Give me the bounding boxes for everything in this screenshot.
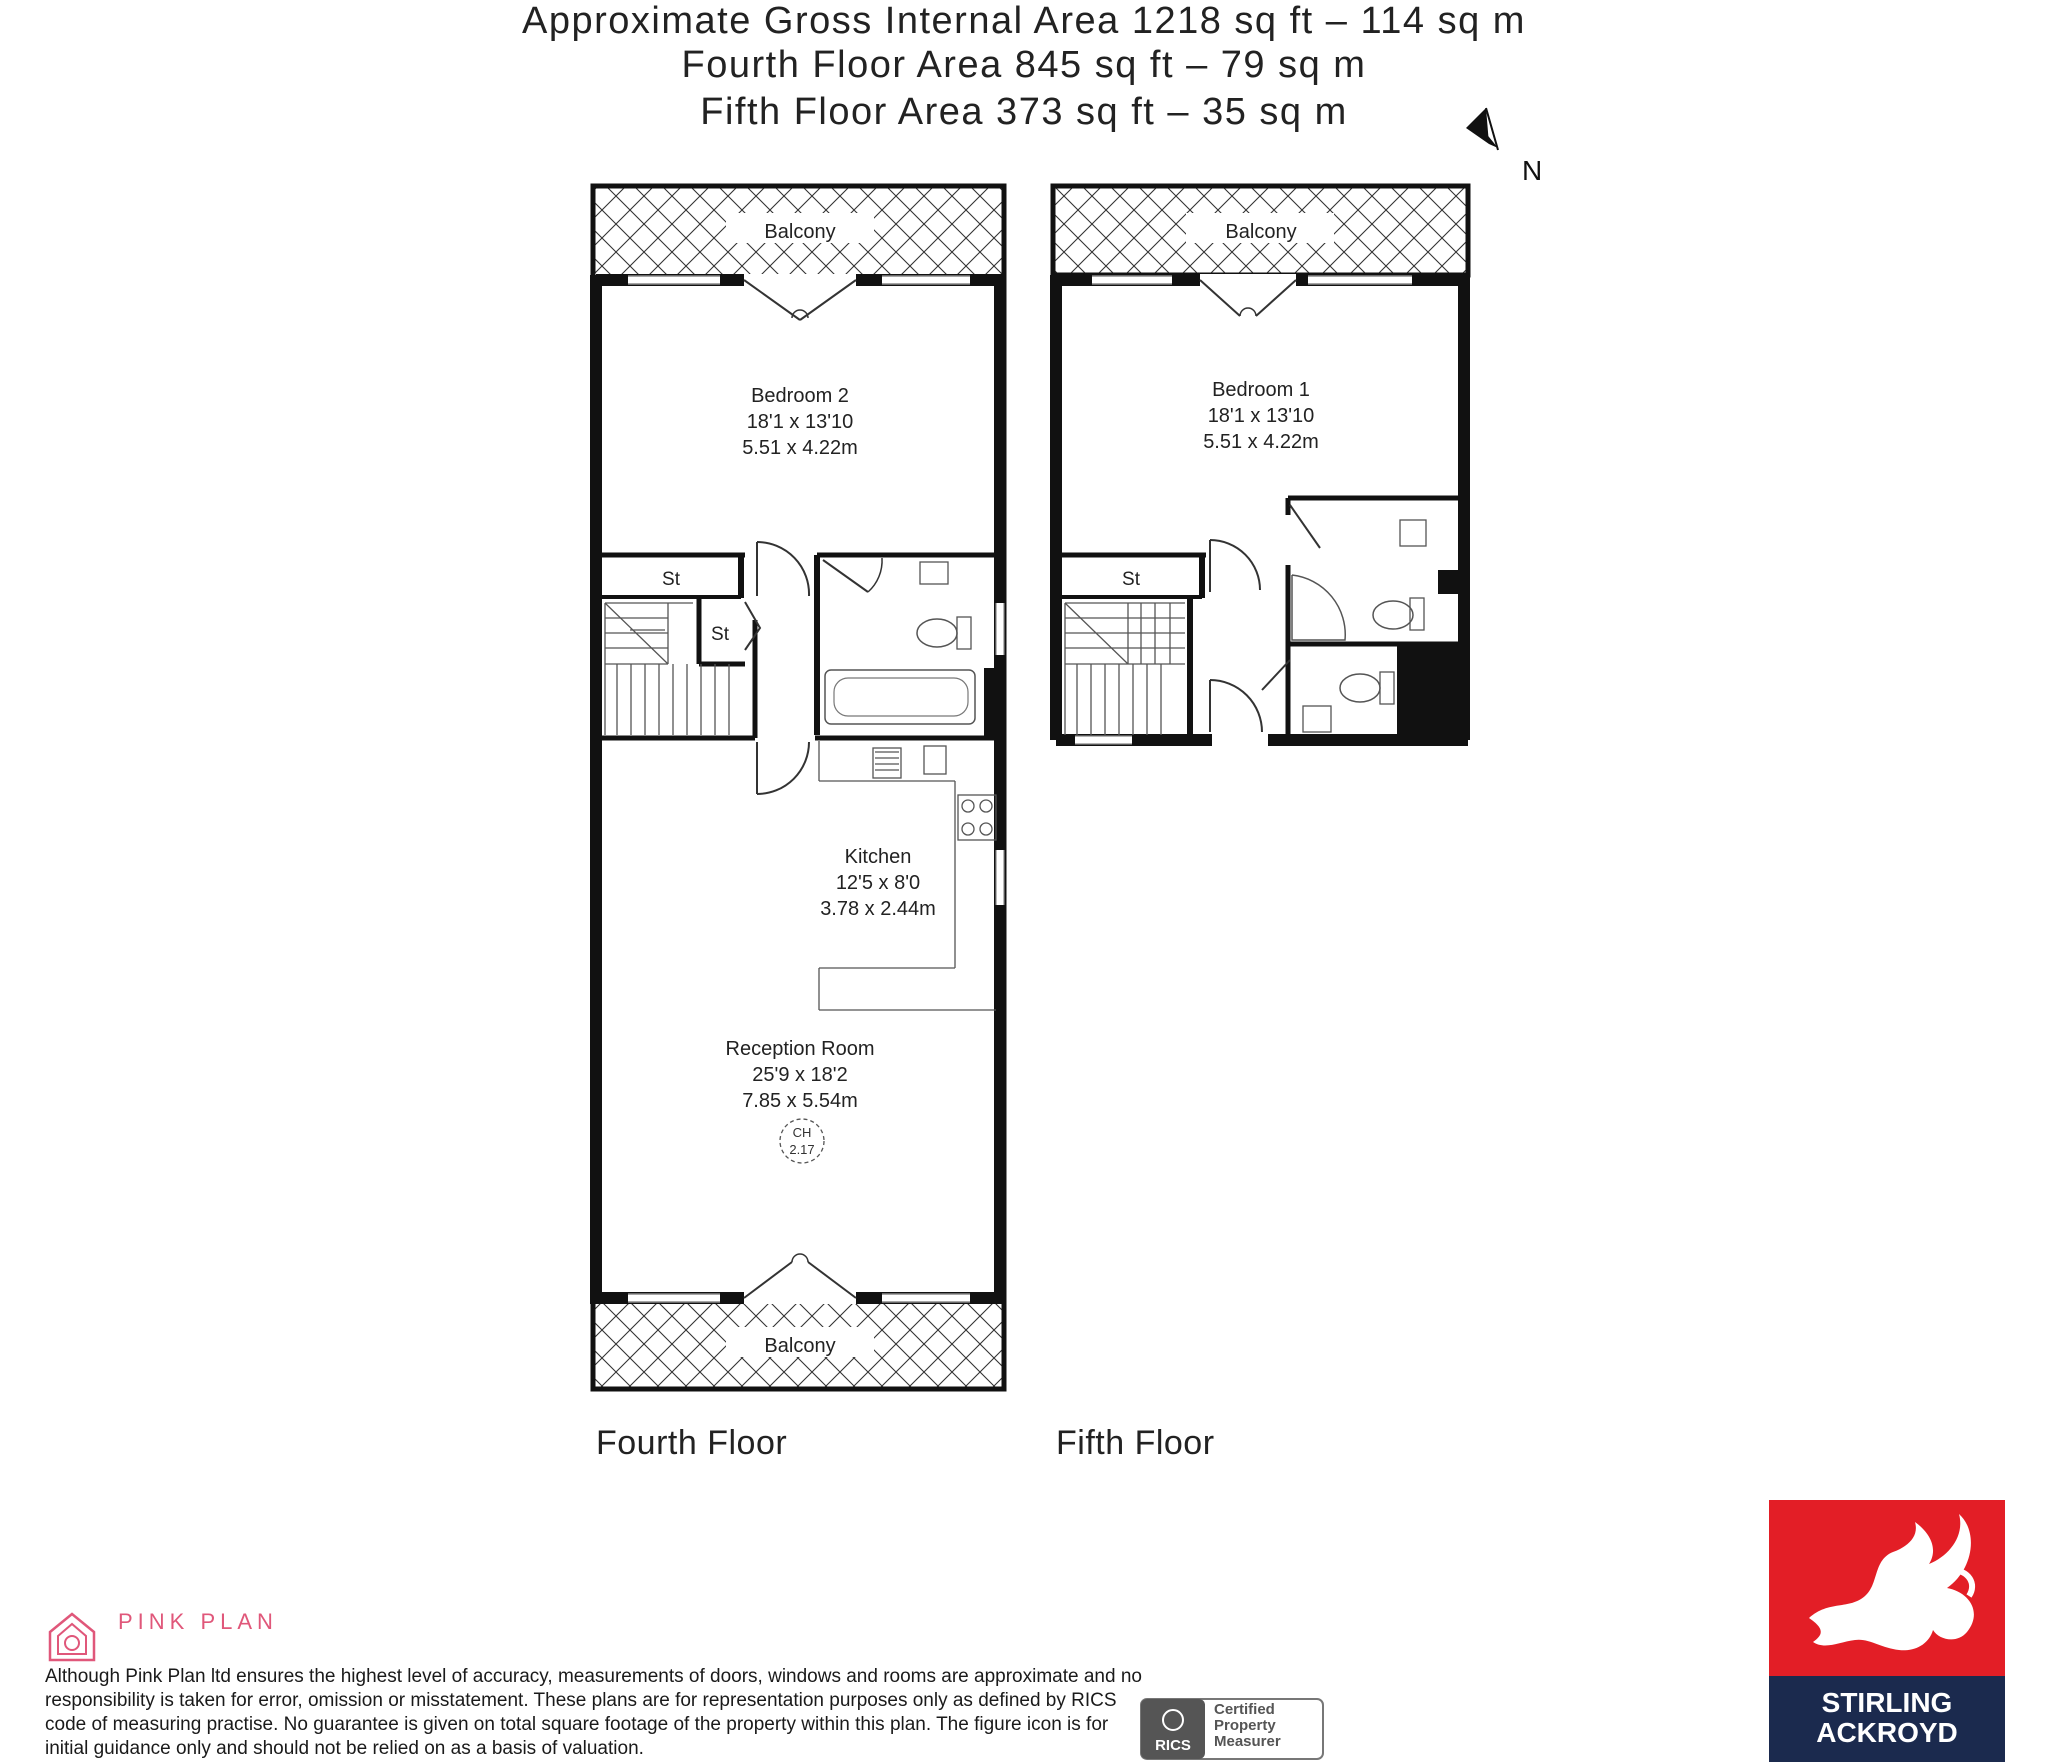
pink-plan-logo-icon — [46, 1610, 98, 1664]
store-label: St — [662, 569, 680, 590]
disclaimer-text: Although Pink Plan ltd ensures the highest level of accuracy, measurements of doors, windows and rooms are approximate and no responsibility is taken for error, omission or misstatement. These plans are for representation purposes only as defined by RICS code of measuring practise. No guarantee is given on total square footage of the property within this plan. The figure icon is for initial guidance only and should not be relied on as a basis of valuation. — [45, 1666, 1142, 1759]
basin-icon — [1400, 520, 1426, 546]
fifth-floor-title: Fifth Floor — [1056, 1424, 1215, 1462]
fourth-balcony-bottom-label: Balcony — [764, 1335, 836, 1357]
kitchen-imperial: 12'5 x 8'0 — [835, 872, 921, 894]
agent-name-line1: STIRLING — [1821, 1687, 1953, 1718]
rics-line2: Property — [1214, 1717, 1276, 1734]
fourth-floor-plan — [593, 186, 1004, 1389]
bedroom1-name: Bedroom 1 — [1212, 379, 1310, 401]
stirling-ackroyd-logo — [1769, 1500, 2005, 1762]
pink-plan-brand: PINK PLAN — [118, 1609, 278, 1634]
ceiling-height-label: CH — [792, 1125, 812, 1140]
basin-icon — [1303, 706, 1331, 732]
rics-mark: RICS — [1155, 1737, 1191, 1754]
rics-line3: Measurer — [1214, 1733, 1281, 1750]
bedroom1-metric: 5.51 x 4.22m — [1203, 431, 1319, 453]
store-label: St — [711, 624, 729, 645]
fifth-floor-plan — [1053, 186, 1468, 744]
bedroom2-name: Bedroom 2 — [751, 385, 849, 407]
north-label: N — [1522, 155, 1543, 186]
kitchen-name: Kitchen — [844, 846, 912, 868]
area-title-line2: Fourth Floor Area 845 sq ft – 79 sq m — [681, 44, 1367, 86]
bedroom1-imperial: 18'1 x 13'10 — [1207, 405, 1315, 427]
area-title-line1: Approximate Gross Internal Area 1218 sq ft – 114 sq m — [522, 0, 1526, 42]
griffin-icon — [1769, 1500, 2005, 1676]
bedroom2-imperial: 18'1 x 13'10 — [746, 411, 854, 433]
toilet-icon — [1340, 674, 1380, 702]
reception-metric: 7.85 x 5.54m — [742, 1090, 858, 1112]
store-label: St — [1122, 569, 1140, 590]
agent-name — [1769, 1676, 2005, 1762]
reception-imperial: 25'9 x 18'2 — [752, 1064, 848, 1086]
fourth-balcony-top-label: Balcony — [764, 221, 836, 243]
agent-name-line2: ACKROYD — [1816, 1717, 1958, 1748]
kitchen-metric: 3.78 x 2.44m — [820, 898, 936, 920]
basin-icon — [920, 562, 948, 584]
fifth-balcony-label: Balcony — [1225, 221, 1297, 243]
north-arrow-icon — [1466, 108, 1498, 150]
ceiling-height-value: 2.17 — [789, 1142, 815, 1157]
toilet-icon — [917, 619, 957, 647]
area-title-line3: Fifth Floor Area 373 sq ft – 35 sq m — [700, 91, 1348, 133]
reception-name: Reception Room — [725, 1038, 875, 1060]
rics-line1: Certified — [1214, 1701, 1275, 1718]
rics-certification — [1214, 1702, 1281, 1750]
shower-icon — [1292, 575, 1345, 640]
bedroom2-metric: 5.51 x 4.22m — [742, 437, 858, 459]
griffin-emblem — [1769, 1500, 2005, 1676]
fourth-floor-title: Fourth Floor — [596, 1424, 788, 1462]
toilet-icon — [1373, 601, 1413, 629]
